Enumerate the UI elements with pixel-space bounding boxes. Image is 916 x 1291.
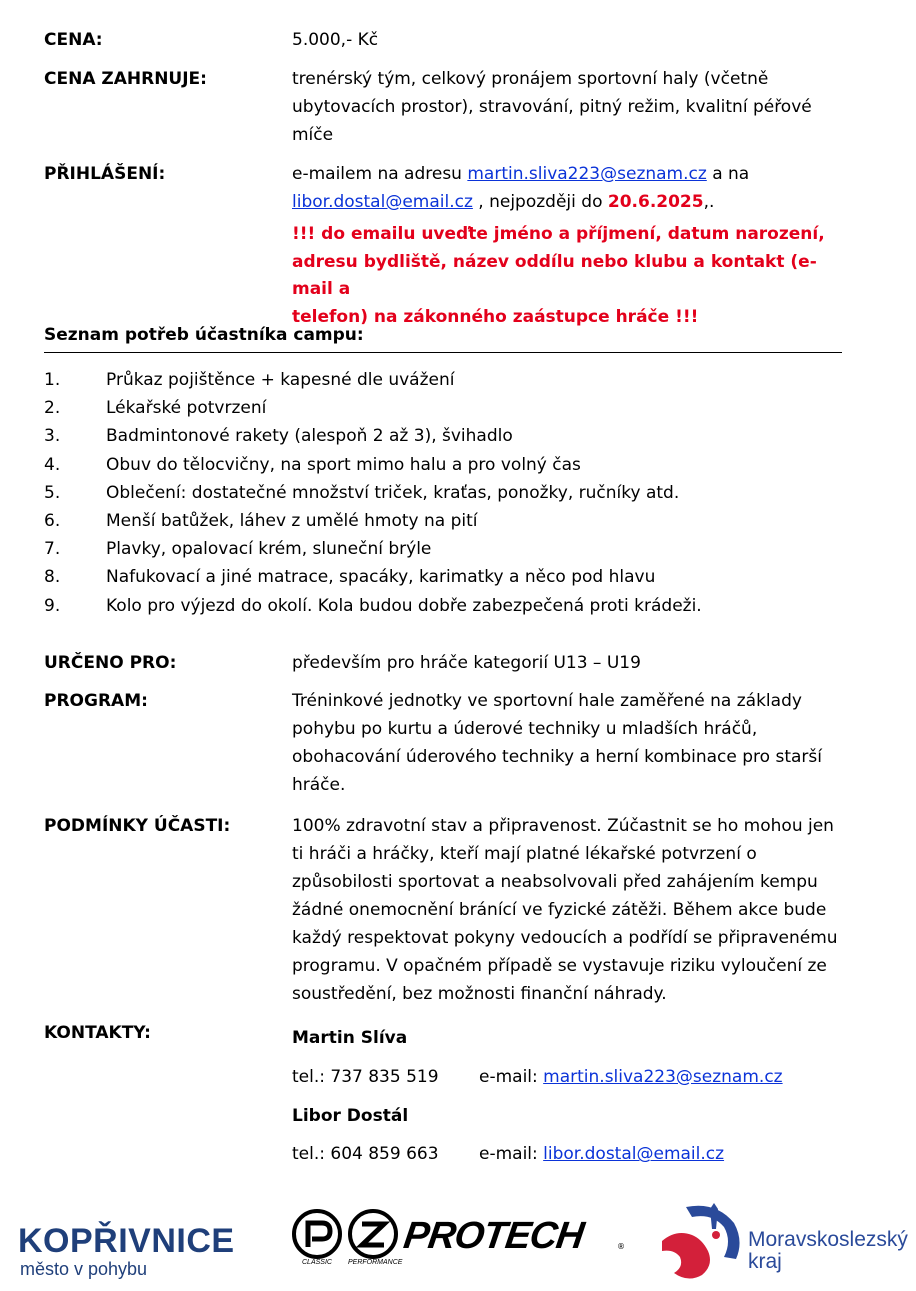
item-number: 4. — [44, 454, 61, 475]
msk-name-line1: Moravskoslezský — [748, 1228, 908, 1251]
conditions-line: soustředění, bez možnosti finanční náhrady. — [292, 984, 667, 1004]
item-number: 8. — [44, 567, 61, 588]
signup-line-1 — [292, 160, 840, 188]
item-number: 9. — [44, 595, 61, 616]
item-text: Průkaz pojištěnce + kapesné dle uvážení — [106, 370, 455, 390]
item-text: Nafukovací a jiné matrace, spacáky, karimatky a něco pod hlavu — [106, 567, 656, 588]
conditions-line: každý respektovat pokyny vedoucích a podřídí se připravenému — [292, 928, 838, 948]
program-value — [292, 687, 840, 799]
contact-email-link[interactable]: martin.sliva223@seznam.cz — [543, 1066, 783, 1087]
price-label: CENA: — [44, 30, 103, 50]
contact-phone: tel.: 604 859 663 — [292, 1144, 439, 1165]
contact-name: Libor Dostál — [292, 1105, 409, 1126]
notice-line: adresu bydliště, název oddílu nebo klubu a kontakt (e-mail a — [292, 251, 817, 299]
contact-name: Martin Slíva — [292, 1028, 408, 1048]
item-number: 7. — [44, 539, 61, 560]
item-number: 5. — [44, 482, 61, 503]
koprivnice-logo — [18, 1223, 235, 1279]
notice-line: telefon) na zákonného zaástupce hráče !!! — [292, 306, 699, 327]
protech-sub-classic: CLASSIC — [302, 1259, 332, 1266]
item-text: Kolo pro výjezd do okolí. Kola budou dobře zabezpečená proti krádeži. — [106, 595, 702, 616]
msk-emblem-icon — [658, 1199, 742, 1283]
conditions-line: způsobilosti sportovat a neabsolvovali před zahájením kempu — [292, 872, 818, 892]
target-value: především pro hráče kategorií U13 – U19 — [292, 653, 641, 673]
signup-notice — [292, 221, 840, 331]
includes-line: ubytovacích prostor), stravování, pitný režim, kvalitní péřové — [292, 97, 812, 117]
item-text: Badmintonové rakety (alespoň 2 až 3), švihadlo — [106, 426, 513, 447]
program-label: PROGRAM: — [44, 691, 148, 711]
divider — [44, 352, 842, 353]
contacts-label: KONTAKTY: — [44, 1023, 151, 1043]
price-value: 5.000,- Kč — [292, 30, 379, 50]
koprivnice-name: KOPŘIVNICE — [18, 1222, 235, 1260]
koprivnice-tagline: město v pohybu — [20, 1259, 148, 1279]
contact-phone: tel.: 737 835 519 — [292, 1066, 439, 1087]
contact-email-wrap — [479, 1135, 724, 1174]
item-text: Menší batůžek, láhev z umělé hmoty na pití — [106, 510, 478, 531]
email-label: e-mail: — [479, 1066, 544, 1087]
conditions-line: 100% zdravotní stav a připravenost. Zúčastnit se ho mohou jen — [292, 816, 834, 836]
signup-value — [292, 160, 840, 331]
protech-sub-performance: PERFORMANCE — [348, 1259, 403, 1266]
target-label: URČENO PRO: — [44, 653, 177, 673]
contact-line — [292, 1058, 840, 1097]
signup-line-2 — [292, 188, 840, 216]
program-line: obohacování úderového techniky a herní kombinace pro starší — [292, 747, 822, 767]
msk-name-line2: kraj — [748, 1250, 782, 1273]
protech-logo — [292, 1209, 632, 1279]
item-number: 6. — [44, 510, 61, 531]
includes-line: trenérský tým, celkový pronájem sportovní haly (včetně — [292, 69, 769, 89]
contacts-value — [292, 1019, 840, 1174]
signup-text: , nejpozději do — [472, 192, 608, 212]
contact-email-wrap — [479, 1058, 783, 1097]
item-text: Oblečení: dostatečné množství triček, kraťas, ponožky, ručníky atd. — [106, 482, 680, 503]
conditions-line: ti hráči a hráčky, kteří mají platné lékařské potvrzení o — [292, 844, 757, 864]
contact-email-link[interactable]: libor.dostal@email.cz — [543, 1144, 725, 1165]
conditions-label: PODMÍNKY ÚČASTI: — [44, 816, 231, 836]
signup-text: e-mailem na adresu — [292, 164, 468, 184]
item-number: 2. — [44, 398, 61, 419]
notice-line: !!! do emailu uveďte jméno a příjmení, datum narození, — [292, 224, 825, 244]
registered-mark: ® — [617, 1242, 625, 1251]
contact-line — [292, 1135, 840, 1174]
protech-name: PROTECH — [401, 1215, 586, 1257]
conditions-value — [292, 812, 840, 1008]
email-link[interactable]: martin.sliva223@seznam.cz — [467, 164, 707, 184]
item-text: Obuv do tělocvičny, na sport mimo halu a pro volný čas — [106, 454, 581, 475]
checklist-title: Seznam potřeb účastníka campu: — [44, 325, 364, 345]
signup-text: ,. — [703, 192, 715, 212]
conditions-line: žádné onemocnění bránící ve fyzické zátěži. Během akce bude — [292, 900, 827, 920]
sponsor-logos — [0, 1195, 916, 1285]
includes-value — [292, 65, 840, 149]
program-line: hráče. — [292, 775, 346, 795]
item-number: 1. — [44, 370, 61, 390]
item-text: Lékařské potvrzení — [106, 398, 267, 419]
signup-label: PŘIHLÁŠENÍ: — [44, 164, 166, 184]
email-link[interactable]: libor.dostal@email.cz — [292, 192, 473, 212]
msk-logo — [658, 1199, 912, 1283]
signup-text: a na — [706, 164, 750, 184]
program-line: Tréninkové jednotky ve sportovní hale zaměřené na základy — [292, 691, 802, 711]
item-text: Plavky, opalovací krém, sluneční brýle — [106, 539, 432, 560]
includes-line: míče — [292, 125, 334, 145]
deadline: 20.6.2025 — [607, 192, 704, 212]
email-label: e-mail: — [479, 1144, 544, 1165]
conditions-line: programu. V opačném případě se vystavuje riziku vyloučení ze — [292, 956, 827, 976]
includes-label: CENA ZAHRNUJE: — [44, 69, 207, 89]
program-line: pohybu po kurtu a úderové techniky u mladších hráčů, — [292, 719, 758, 739]
item-number: 3. — [44, 426, 61, 447]
